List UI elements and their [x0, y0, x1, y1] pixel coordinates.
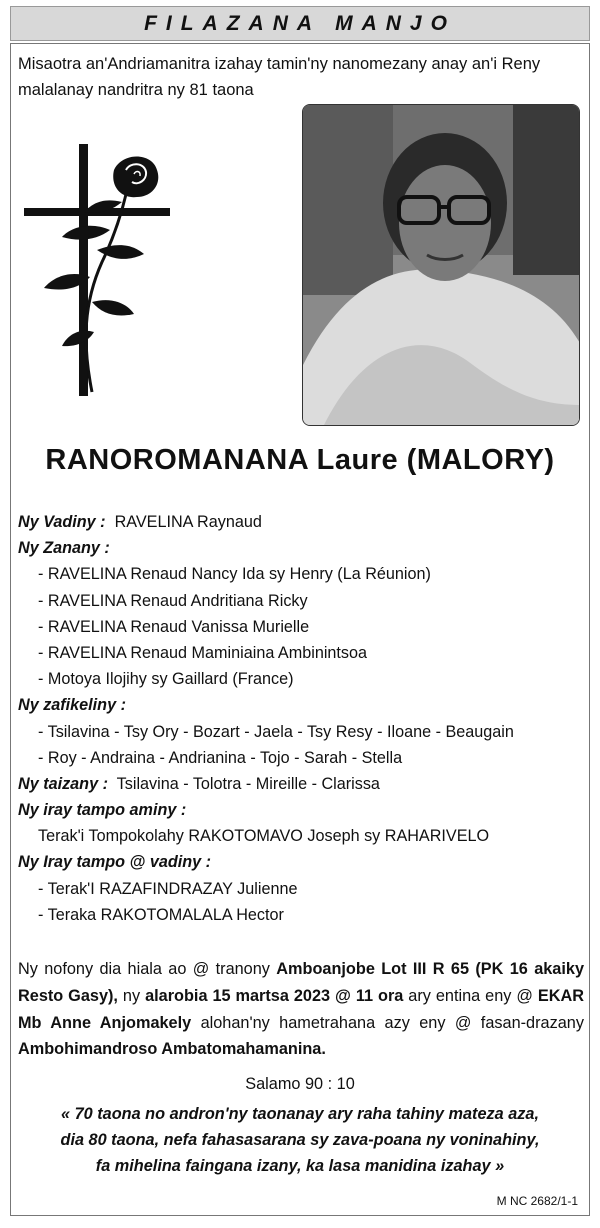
- children-label: Ny Zanany :: [18, 539, 110, 558]
- siblings-row: [18, 771, 593, 797]
- list-item: - RAVELINA Renaud Vanissa Murielle: [38, 617, 310, 636]
- list-item: Terak'i Tompokolahy RAKOTOMAVO Joseph sy RAHARIVELO: [38, 827, 490, 846]
- spouse-relatives-label: Ny Iray tampo @ vadiny :: [18, 853, 212, 872]
- list-item: - Tsilavina - Tsy Ory - Bozart - Jaela - Tsy Resy - Iloane - Beaugain: [38, 722, 514, 741]
- spouse-label: Ny Vadiny :: [18, 513, 106, 531]
- notice-text: Ny nofony dia hiala ao @ tranony: [18, 960, 277, 978]
- funeral-notice: [18, 956, 584, 1063]
- intro-text: Misaotra an'Andriamanitra izahay tamin'ny nanomezany anay an'i Reny malalanay nandritra ny 81 taona: [18, 55, 541, 99]
- quote-line: dia 80 taona, nefa fahasasarana sy zava-poana ny voninahiny,: [60, 1131, 540, 1150]
- psalm-quote: [0, 1101, 600, 1180]
- list-item: - Roy - Andraina - Andrianina - Tojo - Sarah - Stella: [38, 748, 403, 767]
- deceased-name: RANOROMANANA Laure (MALORY): [45, 444, 555, 476]
- spouse-row: [18, 509, 593, 535]
- siblings-value: Tsilavina - Tolotra - Mireille - Clarissa: [116, 774, 380, 793]
- notice-text: ny: [117, 986, 146, 1005]
- psalm-reference: Salamo 90 : 10: [245, 1075, 355, 1093]
- list-item: - Motoya Ilojihy sy Gaillard (France): [38, 670, 294, 689]
- header-title: FILAZANA MANJO: [144, 11, 456, 35]
- list-item: - RAVELINA Renaud Nancy Ida sy Henry (La Réunion): [38, 565, 431, 584]
- list-item: - Terak'I RAZAFINDRAZAY Julienne: [38, 879, 298, 898]
- list-item: - RAVELINA Renaud Andritiana Ricky: [38, 591, 308, 610]
- portrait-photo: [302, 104, 580, 426]
- quote-line: « 70 taona no andron'ny taonanay ary raha tahiny mateza aza,: [61, 1105, 539, 1123]
- siblings-label: Ny taizany :: [18, 774, 108, 793]
- header-banner: [10, 6, 590, 41]
- notice-address: Amboanjobe Lot III R 65 (PK 16 akaiky Resto Gasy),: [18, 960, 584, 1005]
- reference-code: M NC 2682/1-1: [496, 1194, 578, 1208]
- spouse-value: RAVELINA Raynaud: [114, 513, 262, 531]
- cross-rose-icon: [22, 142, 172, 398]
- her-relatives-label: Ny iray tampo aminy :: [18, 801, 187, 820]
- quote-line: fa mihelina faingana izany, ka lasa manidina izahay »: [95, 1157, 505, 1176]
- grandchildren-label: Ny zafikeliny :: [18, 696, 126, 715]
- notice-text: ary entina eny @: [403, 986, 538, 1005]
- notice-text: alohan'ny hametrahana azy eny @ fasan-drazany: [191, 1013, 584, 1032]
- notice-church: EKAR Mb Anne Anjomakely: [18, 986, 584, 1032]
- family-list: [18, 509, 593, 928]
- notice-burial-place: Ambohimandroso Ambatomahamanina.: [18, 1040, 326, 1059]
- notice-date: alarobia 15 martsa 2023 @ 11 ora: [145, 986, 404, 1005]
- list-item: - RAVELINA Renaud Maminiaina Ambinintsoa: [38, 643, 368, 662]
- list-item: - Teraka RAKOTOMALALA Hector: [38, 905, 284, 924]
